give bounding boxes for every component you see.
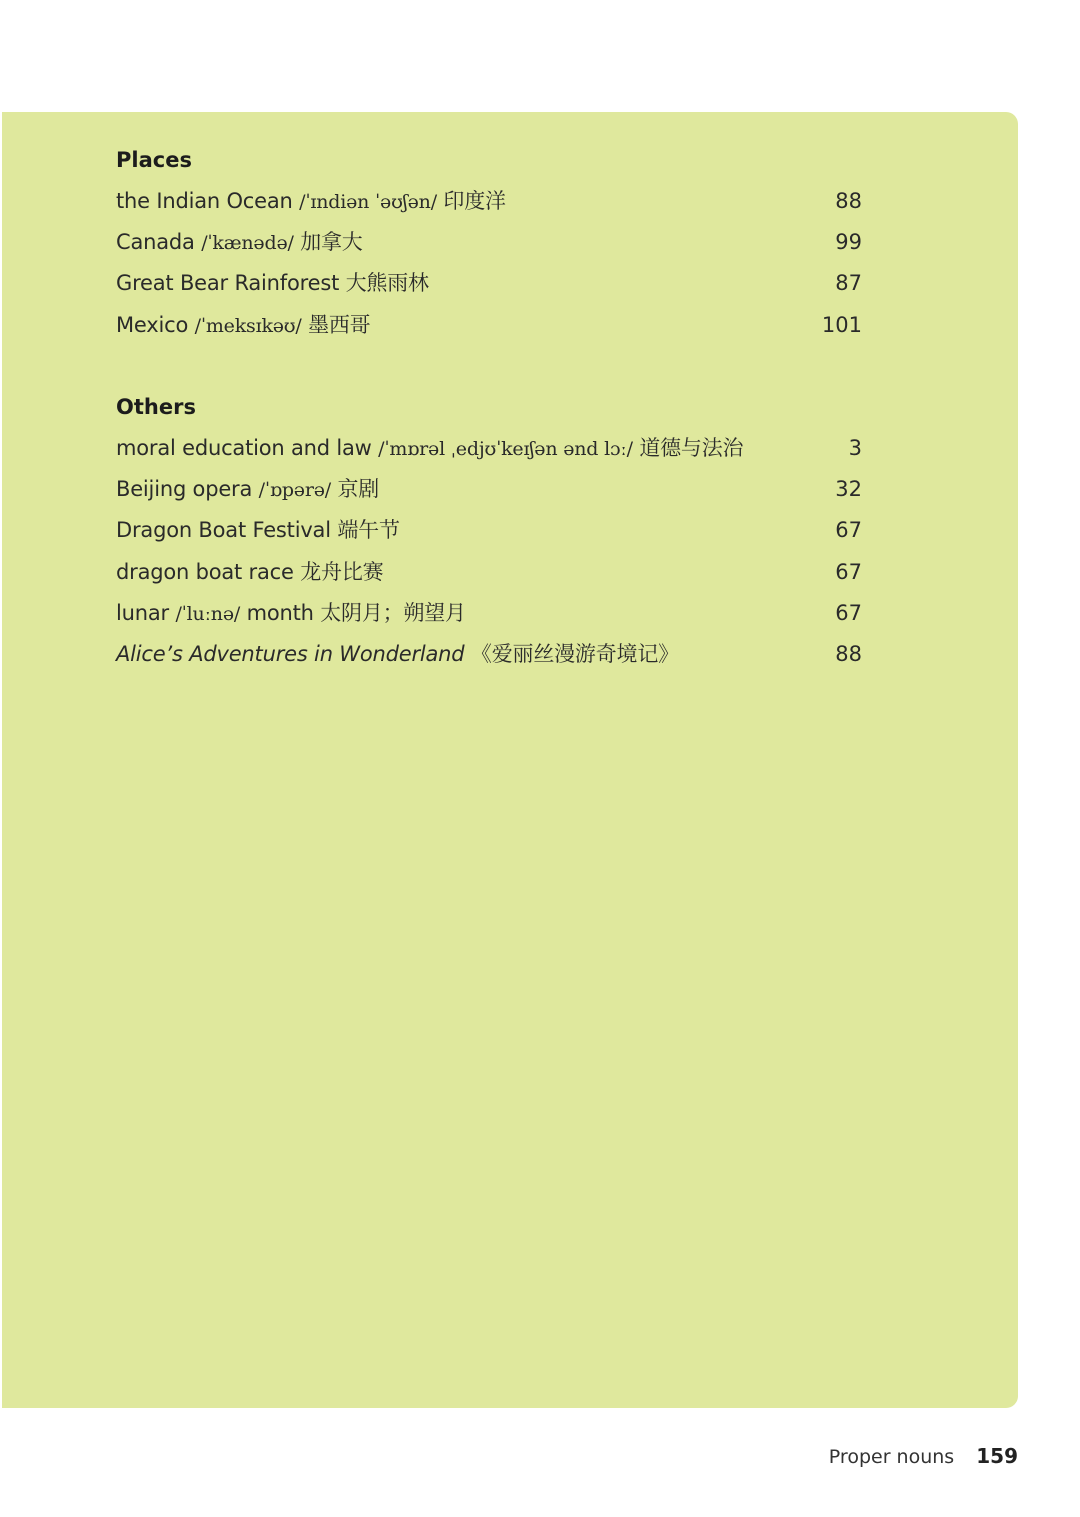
entry-term: lunar bbox=[116, 600, 169, 625]
list-item bbox=[116, 640, 862, 681]
entry-term: Alice’s Adventures in Wonderland bbox=[116, 641, 465, 666]
entry-chinese: 端午节 bbox=[337, 518, 400, 543]
entry-phonetic: /ˈɪndiən ˈəʊʃən/ bbox=[299, 191, 437, 213]
entry-page-number: 87 bbox=[835, 271, 862, 296]
list-item bbox=[116, 434, 862, 475]
footer-label: Proper nouns bbox=[828, 1446, 955, 1468]
entry-page-number: 99 bbox=[835, 230, 862, 255]
entry-page-number: 32 bbox=[835, 477, 862, 502]
page-footer bbox=[829, 1442, 1018, 1471]
entry-term-suffix: month bbox=[246, 600, 314, 625]
section-title-others: Others bbox=[116, 395, 196, 419]
entry-chinese: 京剧 bbox=[337, 477, 380, 502]
entry-page-number: 67 bbox=[835, 559, 862, 584]
list-item bbox=[116, 228, 862, 269]
entry-chinese: 太阴月；朔望月 bbox=[320, 600, 466, 625]
list-item bbox=[116, 311, 862, 352]
entry-term: Canada bbox=[116, 230, 195, 255]
entry-chinese: 印度洋 bbox=[443, 189, 506, 213]
entry-chinese: 《爱丽丝漫游奇境记》 bbox=[470, 641, 679, 666]
others-section bbox=[116, 393, 862, 681]
list-item bbox=[116, 599, 862, 640]
entry-chinese: 大熊雨林 bbox=[345, 271, 429, 296]
entry-chinese: 道德与法治 bbox=[639, 436, 744, 460]
entry-phonetic: /ˈkænədə/ bbox=[201, 232, 294, 255]
list-item bbox=[116, 558, 862, 599]
entry-phonetic: /ˈmɒrəl ˌedjʊˈkeɪʃən ənd lɔː/ bbox=[378, 438, 633, 460]
entry-chinese: 龙舟比赛 bbox=[300, 559, 384, 584]
entry-page-number: 88 bbox=[835, 641, 862, 666]
entry-term: Great Bear Rainforest bbox=[116, 271, 340, 296]
entry-chinese: 墨西哥 bbox=[308, 312, 371, 337]
places-section bbox=[116, 146, 862, 352]
entry-phonetic: /ˈɒpərə/ bbox=[258, 479, 331, 502]
list-item bbox=[116, 516, 862, 557]
entry-term: Mexico bbox=[116, 312, 189, 337]
entry-term: dragon boat race bbox=[116, 559, 294, 584]
entry-term: the Indian Ocean bbox=[116, 189, 293, 213]
entry-phonetic: /ˈmeksɪkəʊ/ bbox=[194, 314, 302, 337]
entry-page-number: 101 bbox=[821, 312, 862, 337]
section-title-places: Places bbox=[116, 148, 192, 172]
entry-page-number: 67 bbox=[835, 518, 862, 543]
list-item bbox=[116, 269, 862, 310]
entry-page-number: 67 bbox=[835, 600, 862, 625]
list-item bbox=[116, 475, 862, 516]
entry-term: Beijing opera bbox=[116, 477, 253, 502]
entry-page-number: 3 bbox=[848, 436, 862, 460]
footer-page-number: 159 bbox=[976, 1444, 1018, 1468]
list-item bbox=[116, 187, 862, 228]
entry-term: moral education and law bbox=[116, 436, 372, 460]
entry-page-number: 88 bbox=[835, 189, 862, 213]
entry-term: Dragon Boat Festival bbox=[116, 518, 331, 543]
entry-phonetic: /ˈluːnə/ bbox=[175, 602, 241, 625]
entry-chinese: 加拿大 bbox=[300, 230, 363, 255]
